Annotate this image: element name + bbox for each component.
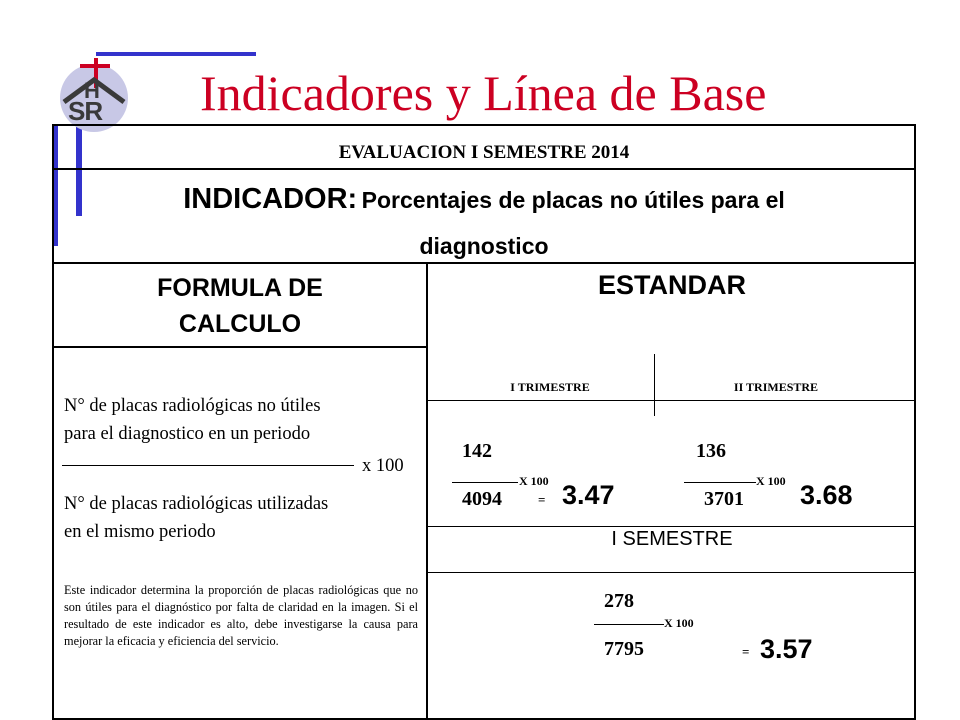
trimestre-1-factor: X 100	[519, 474, 549, 488]
col-header-estandar: ESTANDAR	[598, 270, 746, 300]
hospital-logo	[56, 58, 132, 134]
col-header-formula-line1: FORMULA DE	[157, 274, 323, 302]
slide-title: Indicadores y Línea de Base	[200, 65, 767, 121]
trimestre-2-fraction-line	[684, 482, 756, 483]
semestre-label: I SEMESTRE	[611, 528, 733, 550]
trimestre-2-label: II TRIMESTRE	[733, 380, 819, 394]
formula-description: Este indicador determina la proporción de placas radiológicas que no son útiles para el diagnóstico por falta de claridad en la imagen. Si el resultado de este indicador es alto, debe investigarse la causa para mejorar la eficacia y eficiencia del servicio.	[64, 583, 418, 648]
trimestre-2-result: 3.68	[800, 480, 853, 510]
divider-trimestre-column	[654, 354, 655, 416]
semestre-fraction-line	[594, 624, 664, 625]
divider-col-header	[52, 346, 428, 348]
indicator-label: INDICADOR:	[183, 183, 358, 215]
formula-denominator	[64, 490, 424, 546]
semestre-result: 3.57	[760, 634, 813, 664]
indicator-text: Porcentajes de placas no útiles para el	[361, 187, 785, 213]
indicator-row	[52, 178, 916, 271]
col-header-formula-line2: CALCULO	[178, 310, 302, 338]
semestre-denominator: 7795	[604, 638, 644, 660]
trimestre-1-fraction-line	[452, 482, 518, 483]
indicator-text-line2: diagnostico	[419, 233, 549, 259]
semestre-factor: X 100	[664, 616, 694, 630]
accent-bar-top	[96, 52, 256, 56]
divider-header	[52, 168, 916, 170]
divider-trimestre-header	[428, 400, 916, 401]
table-header: EVALUACION I SEMESTRE 2014	[338, 142, 630, 163]
formula-multiplier: x 100	[362, 456, 404, 476]
trimestre-2-factor: X 100	[756, 474, 786, 488]
semestre-equals: =	[742, 644, 750, 659]
formula-numerator	[64, 392, 424, 448]
divider-semestre-top	[428, 526, 916, 527]
formula-fraction-line	[62, 465, 354, 466]
trimestre-1-numerator: 142	[462, 440, 492, 462]
trimestre-1-equals: =	[538, 492, 546, 507]
trimestre-2-numerator: 136	[696, 440, 726, 462]
formula-numerator-line1: N° de placas radiológicas no útiles	[64, 396, 321, 416]
trimestre-2-denominator: 3701	[704, 488, 744, 510]
trimestre-1-denominator: 4094	[462, 488, 502, 510]
trimestre-1-result: 3.47	[562, 480, 615, 510]
trimestre-1-label: I TRIMESTRE	[510, 380, 590, 394]
formula-denominator-line2: en el mismo periodo	[64, 522, 216, 542]
formula-denominator-line1: N° de placas radiológicas utilizadas	[64, 494, 329, 514]
divider-semestre-bottom	[428, 572, 916, 573]
semestre-numerator: 278	[604, 590, 634, 612]
logo-letter-h: H	[84, 78, 100, 103]
logo-letters-sr: SR	[68, 96, 103, 126]
formula-numerator-line2: para el diagnostico en un periodo	[64, 424, 311, 444]
col-header-formula	[52, 270, 428, 342]
